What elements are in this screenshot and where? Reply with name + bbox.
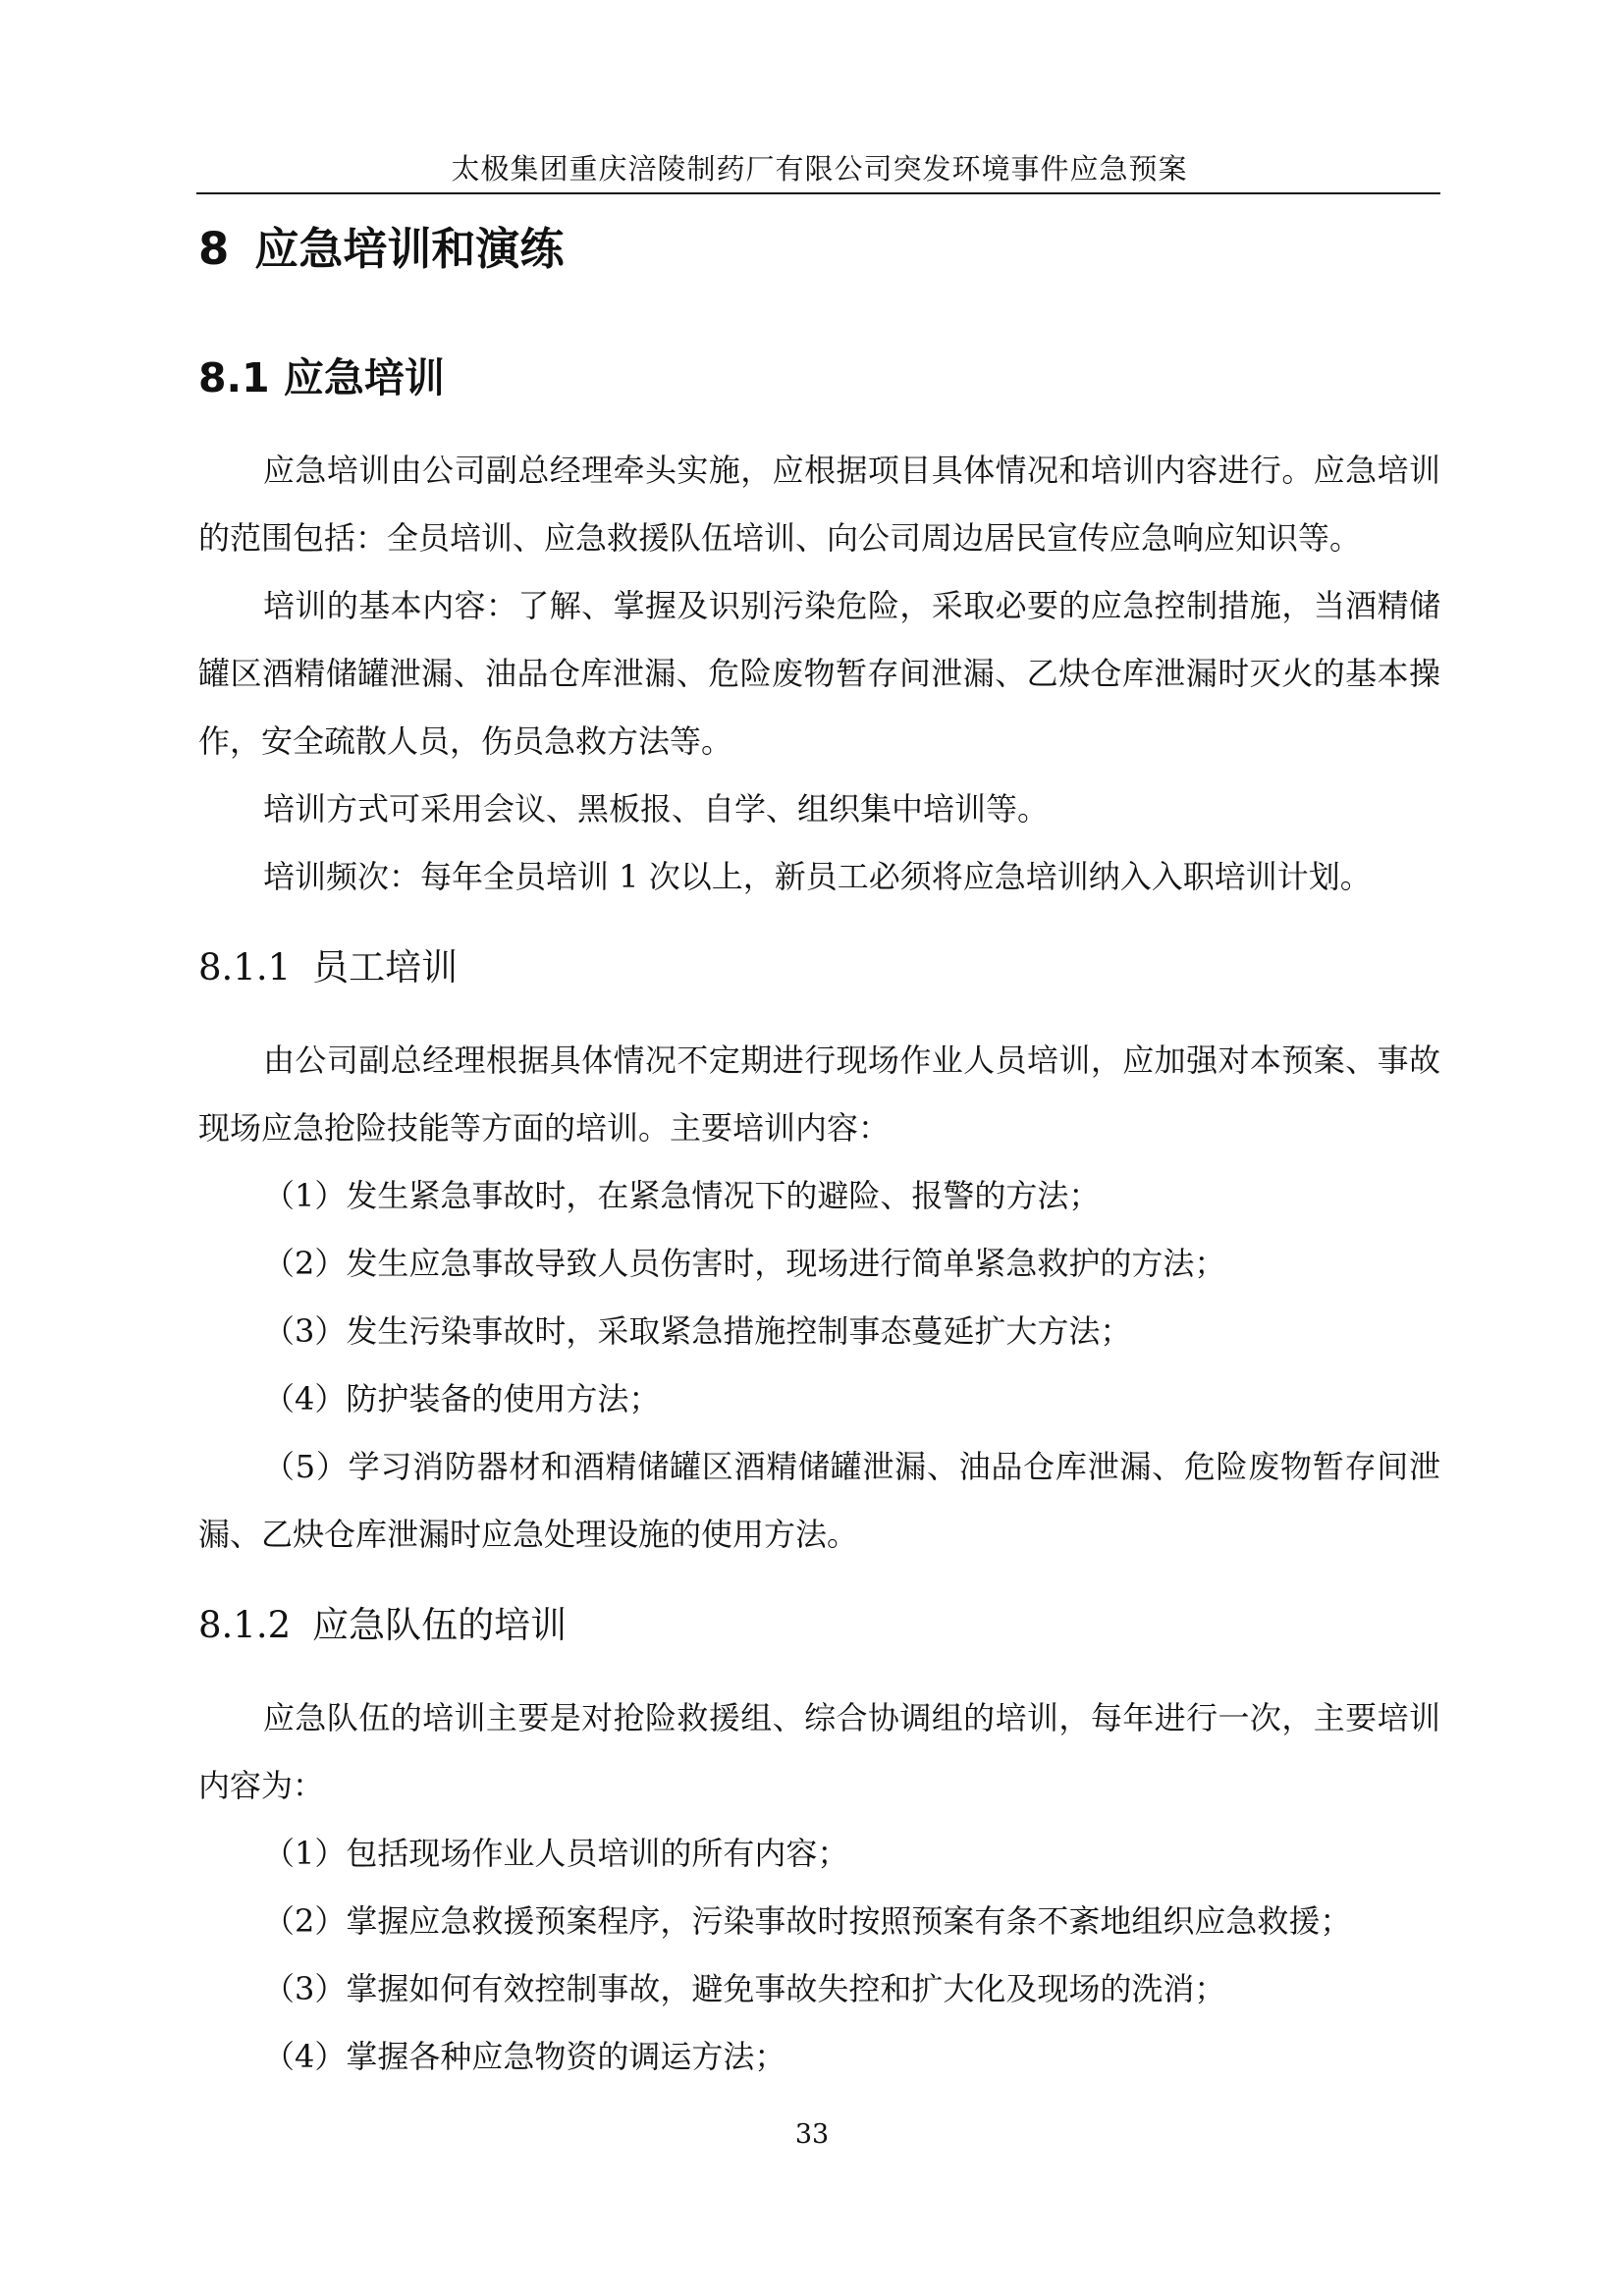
subsection-title: 应急队伍的培训 [312,1604,568,1646]
running-header: 太极集团重庆涪陵制药厂有限公司突发环境事件应急预案 [451,152,1188,186]
list-item: （5）学习消防器材和酒精储罐区酒精储罐泄漏、油品仓库泄漏、危险废物暂存间泄漏、乙炔仓库泄漏时应急处理设施的使用方法。 [198,1448,1440,1553]
header-rule [196,192,1440,194]
section-heading-8-1: 8.1 应急培训 [198,354,445,401]
list-item: （1）发生紧急事故时，在紧急情况下的避险、报警的方法； [263,1177,1101,1214]
paragraph: 培训方式可采用会议、黑板报、自学、组织集中培训等。 [263,790,1050,828]
list-item: （1）包括现场作业人员培训的所有内容； [263,1835,849,1872]
paragraph: 应急队伍的培训主要是对抢险救援组、综合协调组的培训，每年进行一次，主要培训内容为： [198,1699,1440,1804]
paragraph: 培训的基本内容：了解、掌握及识别污染危险，采取必要的应急控制措施，当酒精储罐区酒精储罐泄漏、油品仓库泄漏、危险废物暂存间泄漏、乙炔仓库泄漏时灭火的基本操作，安全疏散人员，伤员急救方法等。 [198,587,1440,760]
subsection-number: 8.1.1 [198,946,292,988]
list-item: （4）防护装备的使用方法； [263,1380,661,1417]
paragraph: 应急培训由公司副总经理牵头实施，应根据项目具体情况和培训内容进行。应急培训的范围包括：全员培训、应急救援队伍培训、向公司周边居民宣传应急响应知识等。 [198,452,1440,557]
chapter-title: 应急培训和演练 [254,223,565,275]
list-item: （4）掌握各种应急物资的调运方法； [263,2038,786,2075]
subsection-heading-8-1-1 [198,937,458,990]
paragraph: 培训频次：每年全员培训 1 次以上，新员工必须将应急培训纳入入职培训计划。 [263,858,1372,895]
chapter-number: 8 [198,223,230,275]
subsection-title: 员工培训 [312,946,459,988]
list-item: （3）发生污染事故时，采取紧急措施控制事态蔓延扩大方法； [263,1312,1132,1350]
subsection-heading-8-1-2 [198,1595,567,1648]
page-number: 33 [794,2119,830,2150]
list-item: （2）发生应急事故导致人员伤害时，现场进行简单紧急救护的方法； [263,1245,1226,1282]
list-item: （2）掌握应急救援预案程序，污染事故时按照预案有条不紊地组织应急救援； [263,1902,1352,1940]
paragraph: 由公司副总经理根据具体情况不定期进行现场作业人员培训，应加强对本预案、事故现场应急抢险技能等方面的培训。主要培训内容： [198,1041,1440,1147]
chapter-heading [198,213,564,277]
list-item: （3）掌握如何有效控制事故，避免事故失控和扩大化及现场的洗消； [263,1970,1226,2007]
subsection-number: 8.1.2 [198,1604,292,1646]
